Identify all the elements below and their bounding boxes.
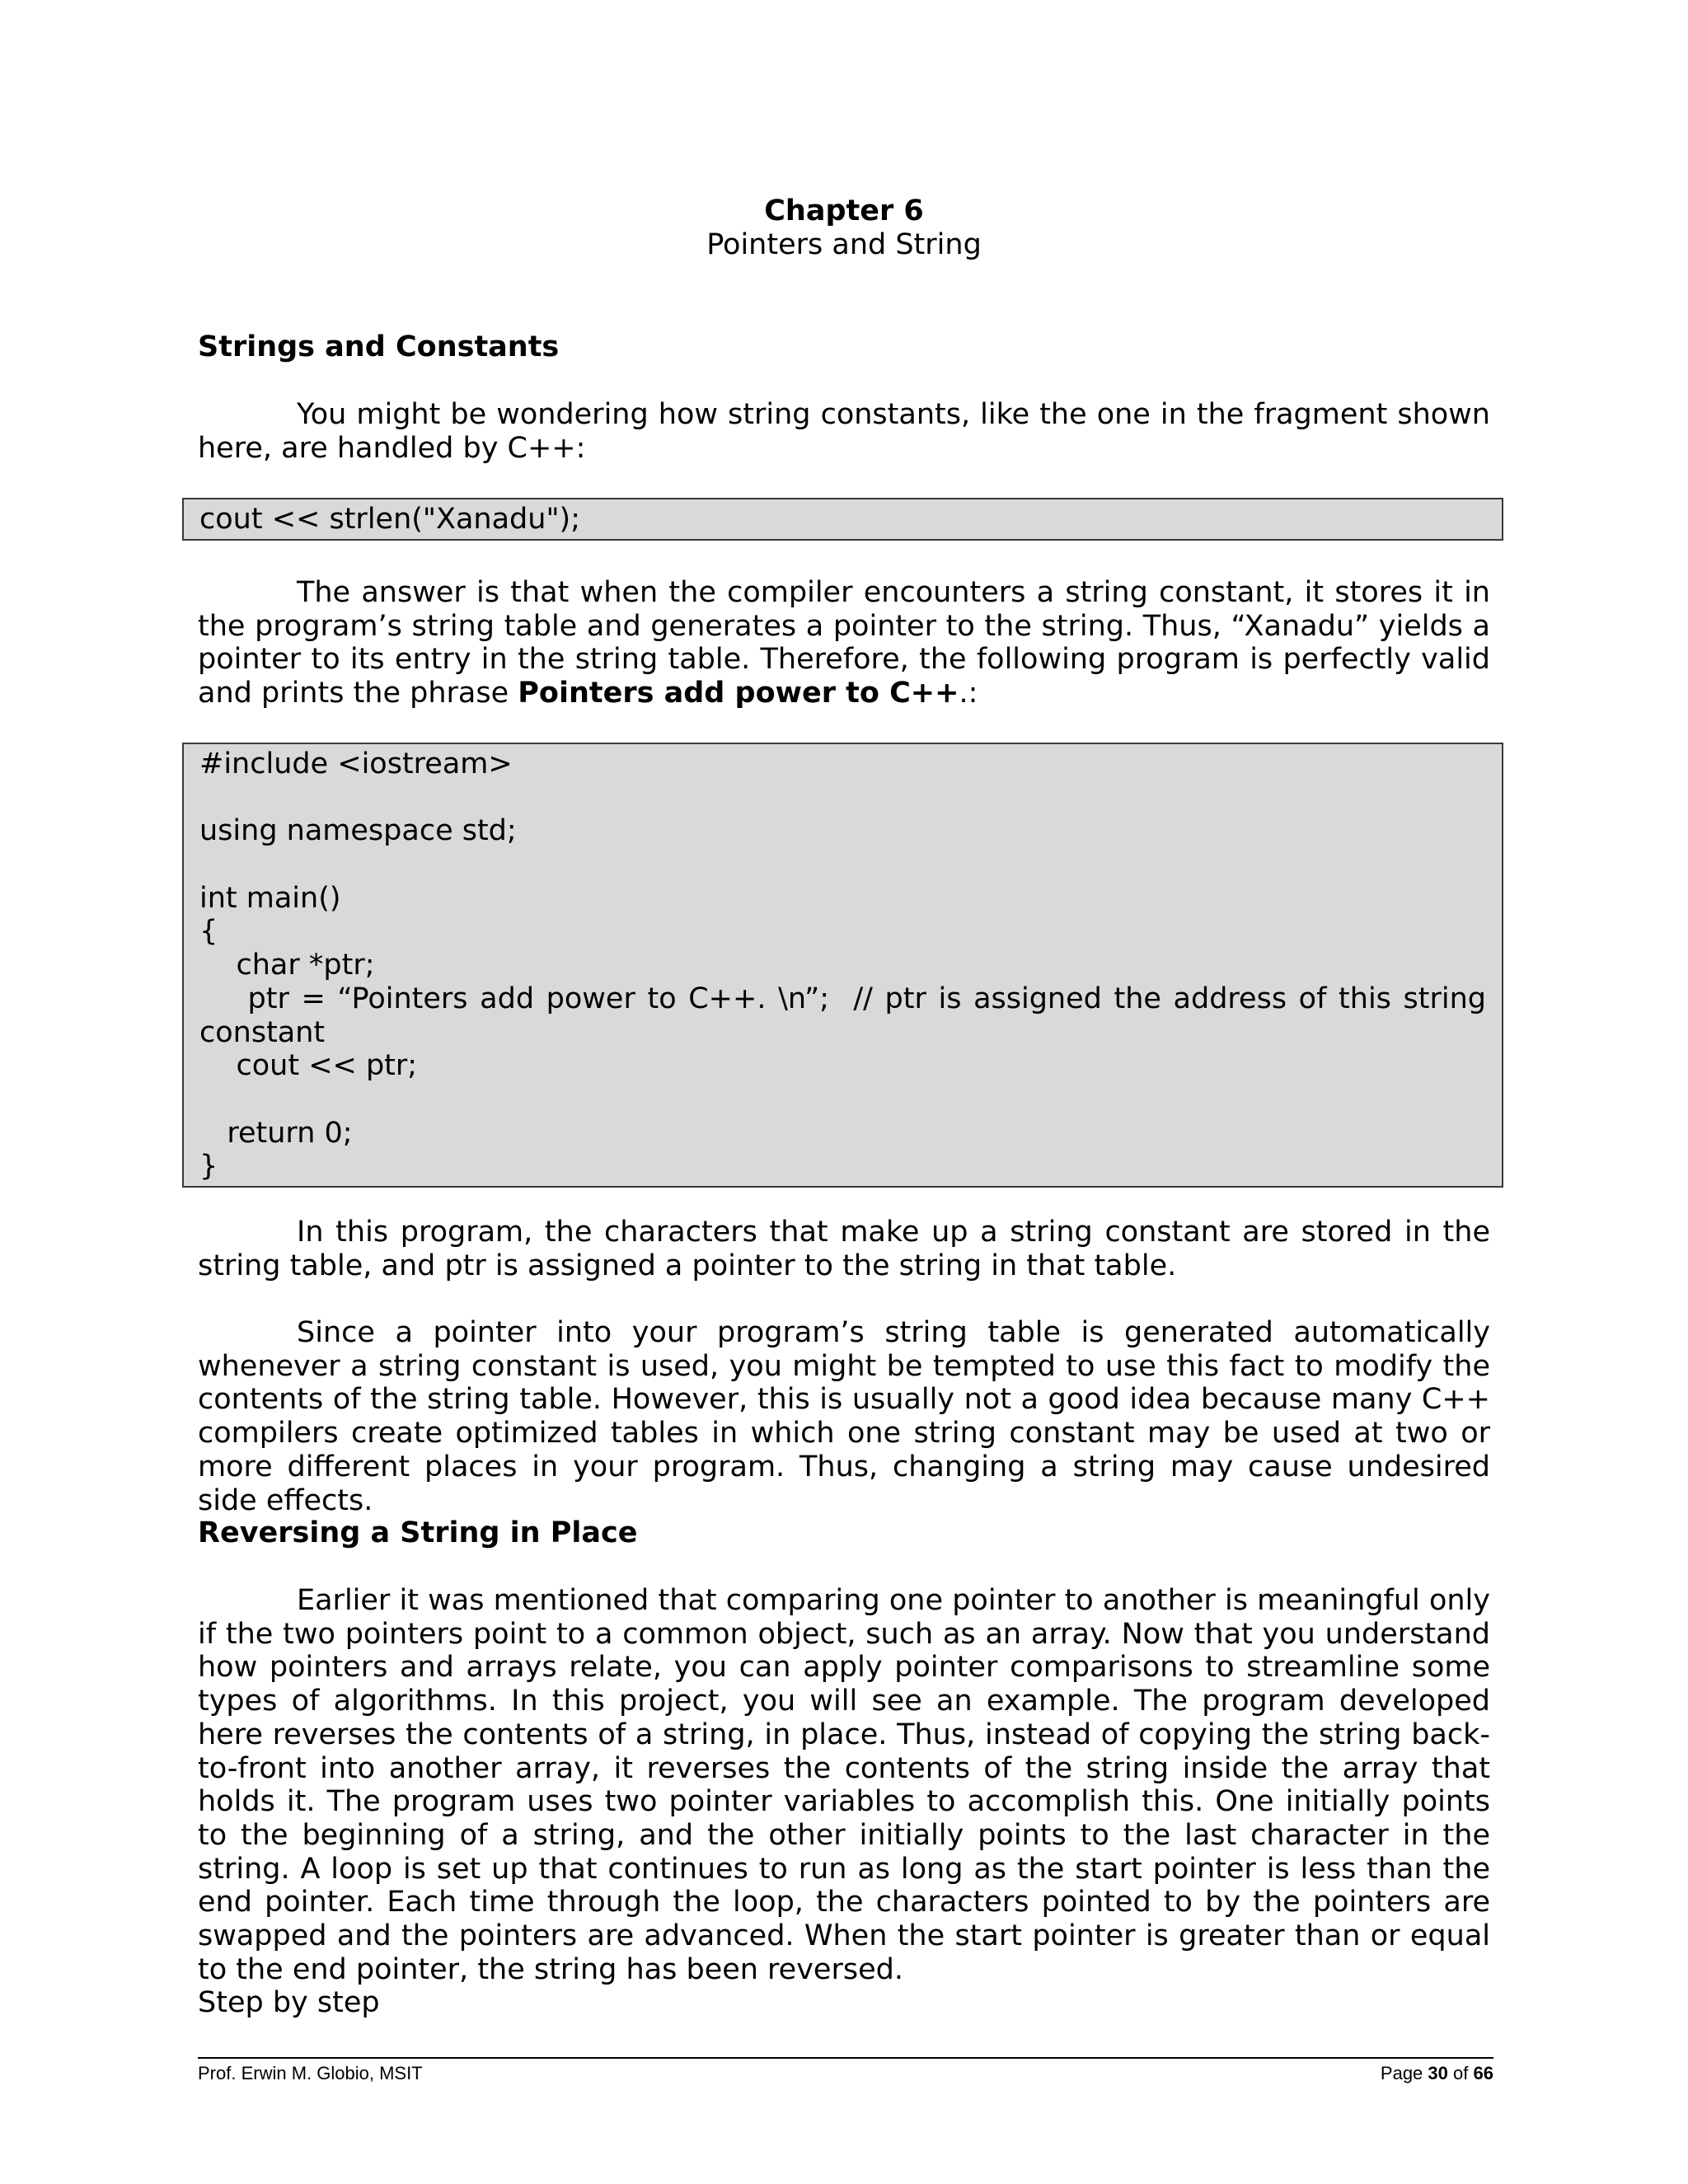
code-line-8: ptr = “Pointers add power to C++. \n”; // ptr is assigned the address of this string [199,982,1486,1015]
paragraph-string-table-warning: Since a pointer into your program’s string table is generated automatically whenever a string constant is used, you might be tempted to use this fact to modify the contents of the string table. However, this is usually not a good idea because many C++ compilers create optimized tables in which one string constant may be used at two or more different places in your program. Thus, changing a string may cause undesired side effects. [198,1316,1490,1517]
code-line-2 [199,781,1486,815]
chapter-subtitle: Pointers and String [706,228,982,261]
code-line-9: constant [199,1015,326,1049]
code-line: cout << strlen("Xanadu"); [199,503,581,536]
page-current: 30 [1428,2063,1448,2083]
code-line-6: { [199,915,218,949]
paragraph-program-explanation: In this program, the characters that make up a string constant are stored in the string table, and ptr is assigned a pointer to the string in that table. [198,1216,1490,1282]
code-fragment-strlen [182,498,1503,541]
paragraph-answer [198,576,1490,710]
page-label: Page [1380,2063,1423,2083]
footer-divider [198,2057,1493,2059]
page-total: 66 [1473,2063,1493,2083]
code-line-1: #include <iostream> [199,748,513,780]
code-line-4 [199,848,1486,882]
answer-suffix: .: [959,677,978,710]
chapter-header [0,194,1688,262]
section-heading-reversing-string: Reversing a String in Place [198,1516,638,1549]
code-line-3: using namespace std; [199,814,517,848]
code-line-5: int main() [199,881,341,915]
code-line-13: } [199,1150,218,1183]
code-listing-program [182,743,1503,1188]
answer-bold-phrase: Pointers add power to C++ [518,677,959,710]
paragraph-intro: You might be wondering how string constants, like the one in the fragment shown here, are handled by C++: [198,398,1490,465]
footer-page-number [1381,2062,1493,2085]
code-line-7: char *ptr; [199,949,375,982]
answer-text: The answer is that when the compiler encounters a string constant, it stores it in the program’s string table and generates a pointer to the string. Thus, “Xanadu” yields a pointer to its entry in the string table. Therefore, the following program is perfectly valid and prints the phrase [198,576,1490,710]
chapter-title: Chapter 6 [764,194,924,227]
step-by-step-label: Step by step [198,1986,380,2019]
code-line-11 [199,1083,1486,1117]
code-line-12: return 0; [199,1116,353,1150]
page-of: of [1453,2063,1469,2083]
code-line-10: cout << ptr; [199,1049,418,1083]
section-heading-strings-and-constants: Strings and Constants [198,330,560,363]
footer-author: Prof. Erwin M. Globio, MSIT [198,2063,423,2083]
paragraph-reversing-description: Earlier it was mentioned that comparing one pointer to another is meaningful only if the two pointers point to a common object, such as an array. Now that you understand how pointers and arrays relate, you can apply pointer comparisons to streamline some types of algorithms. In this project, you will see an example. The program developed here reverses the contents of a string, in place. Thus, instead of copying the string back-to-front into another array, it reverses the contents of the string inside the array that holds it. The program uses two pointer variables to accomplish this. One initially points to the beginning of a string, and the other initially points to the last character in the string. A loop is set up that continues to run as long as the start pointer is less than the end pointer. Each time through the loop, the characters pointed to by the pointers are swapped and the pointers are advanced. When the start pointer is greater than or equal to the end pointer, the string has been reversed. [198,1584,1490,1986]
